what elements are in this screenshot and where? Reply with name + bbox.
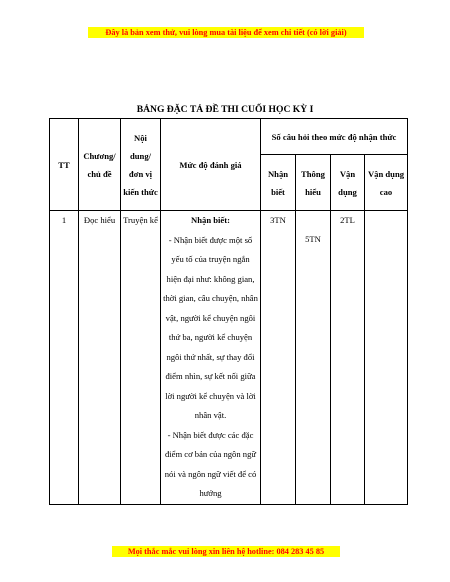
hotline-banner: Mọi thắc mắc vui lòng xin liên hệ hotline: 084 283 45 85 bbox=[112, 546, 340, 557]
understanding-value: 5TN bbox=[305, 234, 321, 244]
application-value: 2TL bbox=[340, 215, 355, 225]
header-recognition: Nhận biết bbox=[261, 155, 296, 211]
header-assessment-level: Mức độ đánh giá bbox=[161, 119, 261, 211]
header-tt: TT bbox=[50, 119, 79, 211]
preview-notice-banner: Đây là bản xem thử, vui lòng mua tài liệu để xem chi tiết (có lời giải) bbox=[88, 27, 364, 38]
specification-table bbox=[49, 118, 408, 505]
header-question-count: Số câu hỏi theo mức độ nhận thức bbox=[261, 119, 408, 155]
table-row bbox=[50, 211, 408, 505]
assessment-line: - Nhận biết được một số yếu tố của truyện ngắn hiện đại như: không gian, thời gian, câu chuyện, nhân vật, người kể chuyện ngôi thứ ba, người kể chuyện ngôi thứ nhất, sự thay đổi điểm nhìn, sự kết nối giữa lời người kể chuyện và lời nhân vật. bbox=[163, 234, 258, 420]
row-tt: 1 bbox=[50, 211, 79, 505]
recognition-value: 3TN bbox=[270, 215, 286, 225]
header-chapter: Chương/ chủ đề bbox=[79, 119, 121, 211]
header-understanding: Thông hiểu bbox=[296, 155, 331, 211]
row-assessment-level bbox=[161, 211, 261, 505]
row-content: Truyện kể bbox=[121, 211, 161, 505]
row-recognition-count bbox=[261, 211, 296, 505]
row-advanced-count bbox=[365, 211, 408, 505]
header-content: Nội dung/ đơn vị kiến thức bbox=[121, 119, 161, 211]
row-understanding-count bbox=[296, 211, 331, 505]
assessment-heading: Nhận biết: bbox=[191, 215, 230, 225]
document-title: BẢNG ĐẶC TẢ ĐỀ THI CUỐI HỌC KỲ I bbox=[136, 104, 314, 115]
row-chapter: Đọc hiểu bbox=[79, 211, 121, 505]
header-application: Vận dụng bbox=[331, 155, 365, 211]
assessment-line: - Nhận biết được các đặc điểm cơ bản của ngôn ngữ nói và ngôn ngữ viết để có hướng bbox=[164, 429, 257, 498]
header-advanced-application: Vận dụng cao bbox=[365, 155, 408, 211]
row-application-count bbox=[331, 211, 365, 505]
